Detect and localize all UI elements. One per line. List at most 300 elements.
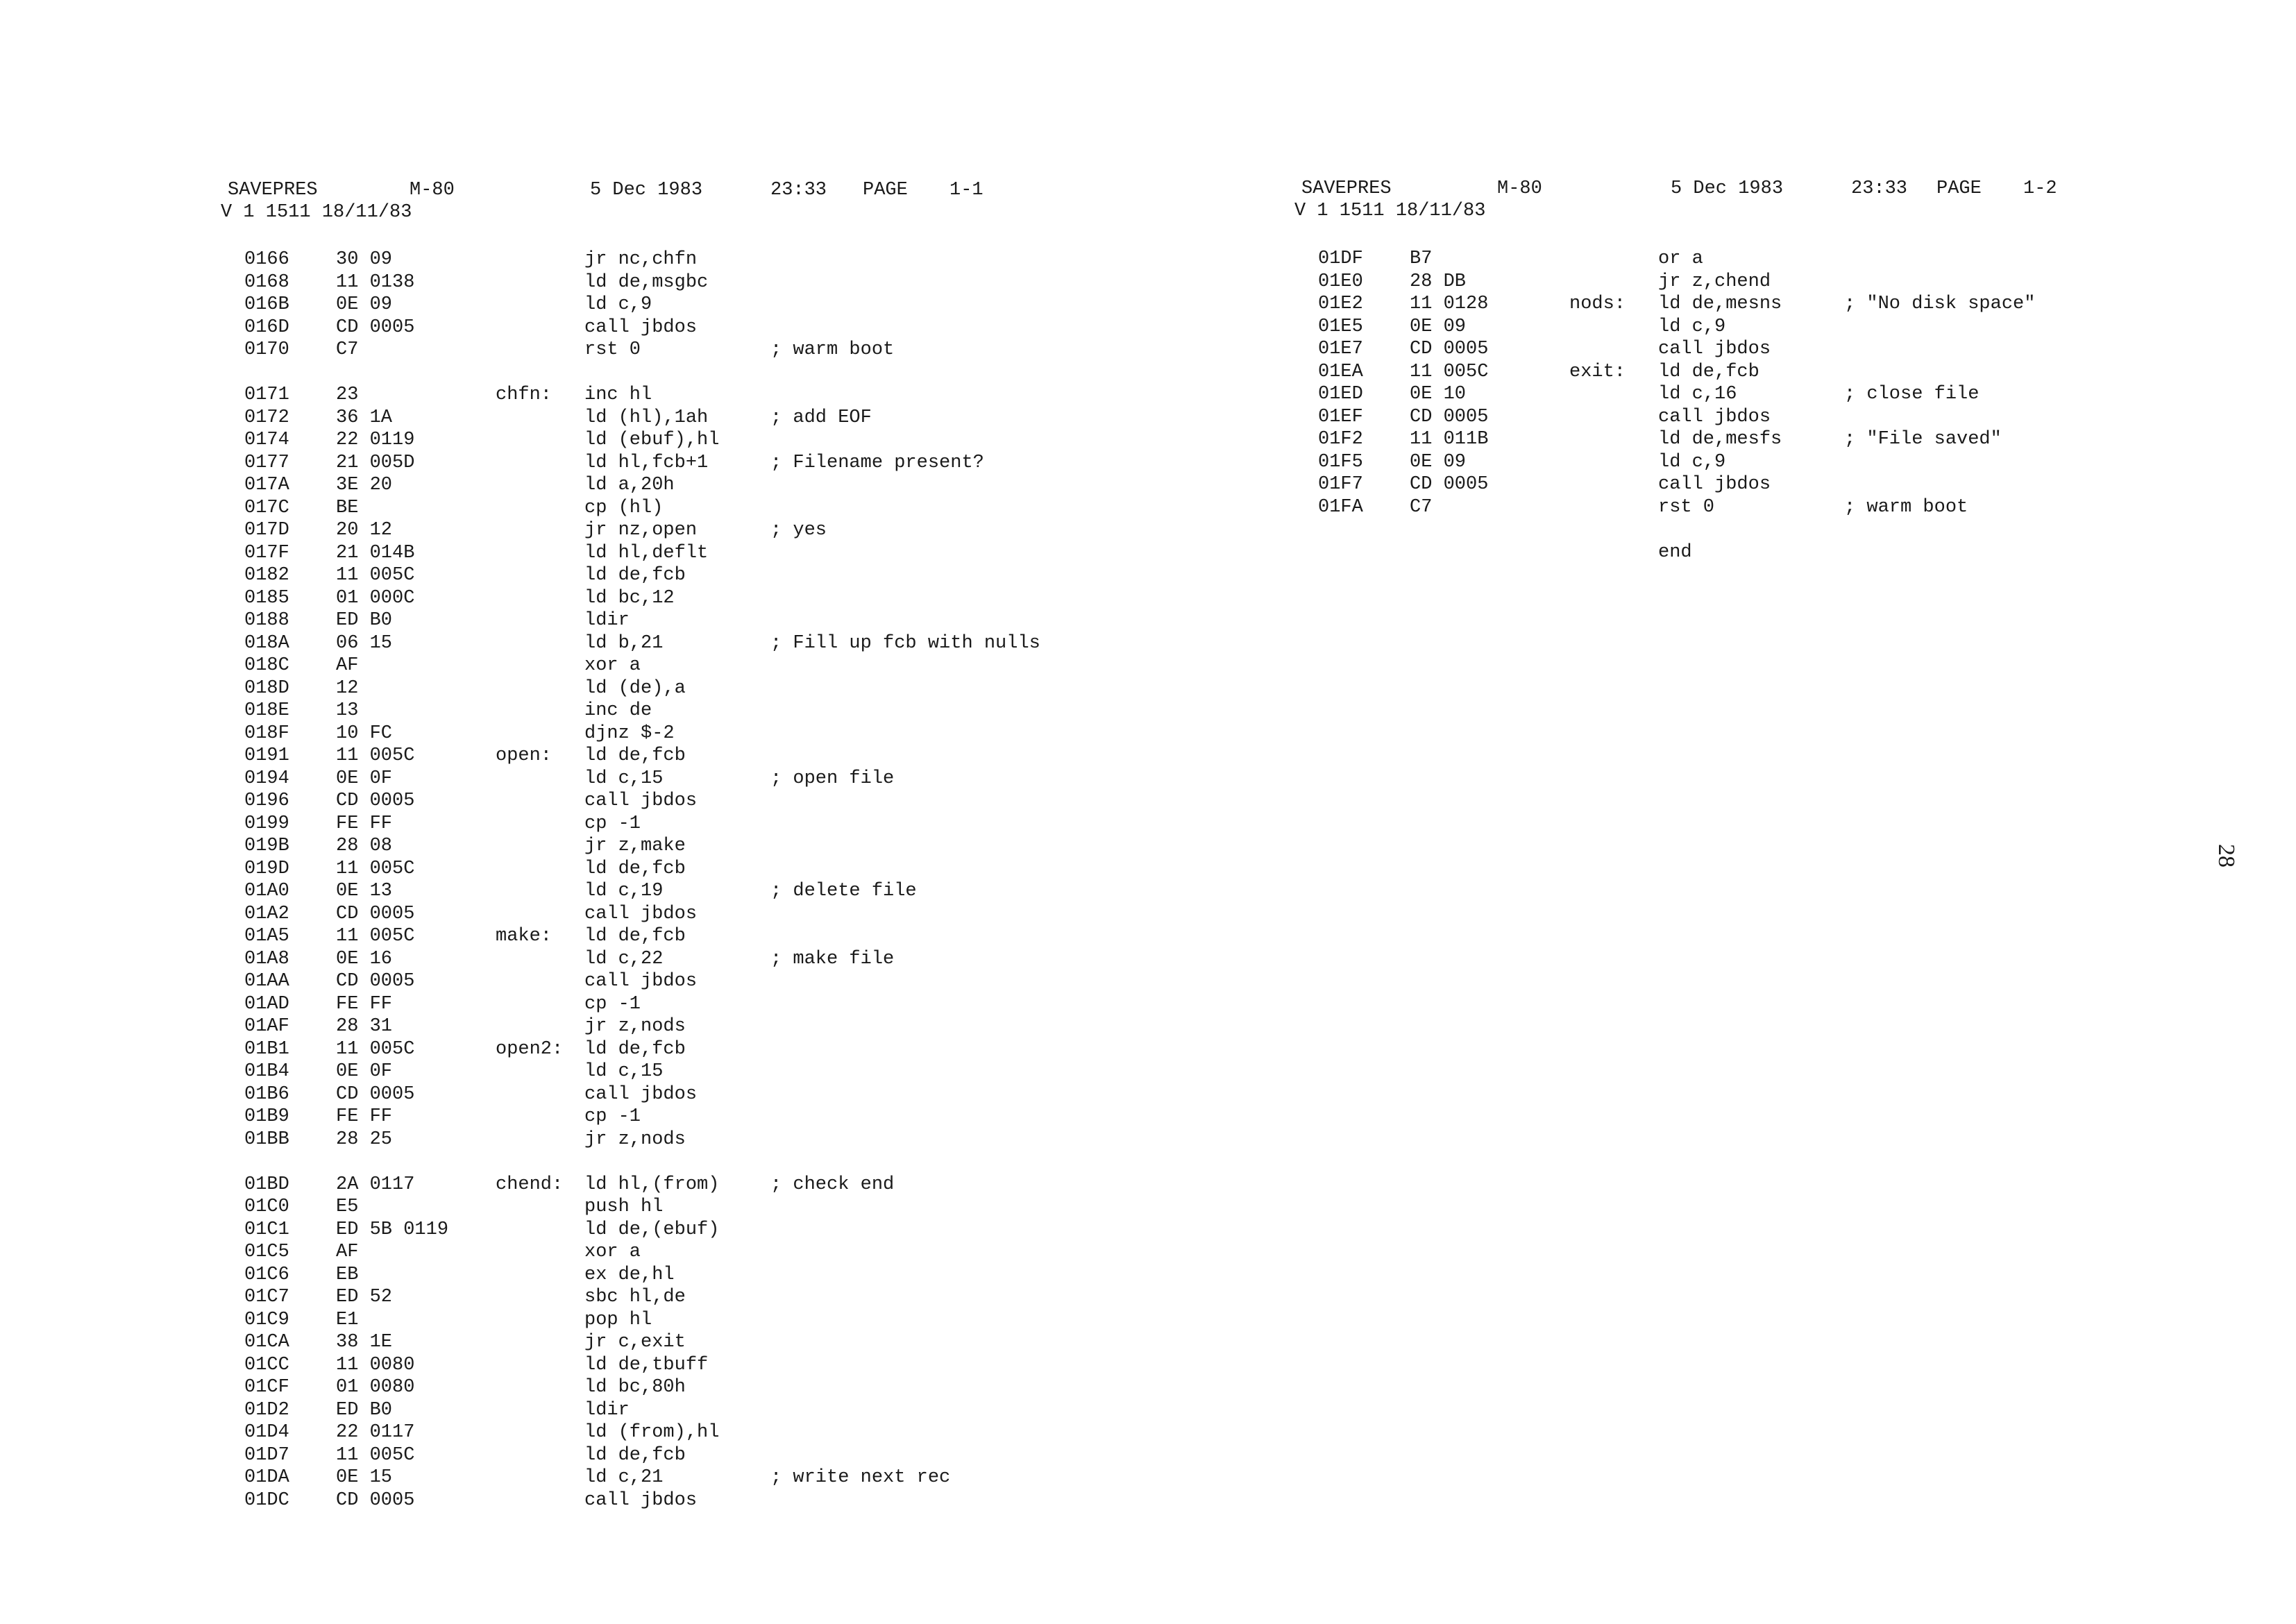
listing-date: 5 Dec 1983 (1671, 178, 1784, 199)
object-code: 21 005D (336, 452, 415, 473)
listing-line (1318, 383, 2186, 406)
page-header-right (1294, 178, 2134, 226)
object-code: AF (336, 655, 359, 676)
page-label: PAGE (1936, 178, 1982, 199)
listing-line (244, 970, 1112, 993)
object-code: AF (336, 1242, 359, 1262)
listing-line (244, 1106, 1112, 1128)
object-code: 0E 09 (336, 294, 393, 315)
object-code: ED 52 (336, 1287, 393, 1308)
listing-line (244, 1399, 1112, 1422)
address: 01ED (1318, 384, 1363, 405)
object-code: 23 (336, 384, 359, 405)
address: 01C5 (244, 1242, 289, 1262)
comment: ; warm boot (770, 339, 895, 360)
object-code: 2A 0117 (336, 1174, 415, 1195)
instruction: push hl (584, 1196, 664, 1217)
instruction: xor a (584, 1242, 641, 1262)
object-code: 0E 09 (1410, 451, 1467, 473)
instruction: ld bc,12 (584, 587, 675, 609)
object-code: FE FF (336, 813, 393, 834)
object-code: 22 0117 (336, 1422, 415, 1443)
listing-line (244, 925, 1112, 948)
listing-line (1318, 293, 2186, 316)
listing-line (1318, 338, 2186, 361)
object-code: C7 (1410, 496, 1433, 518)
instruction: cp -1 (584, 1106, 641, 1127)
listing-line (244, 858, 1112, 881)
listing-line (244, 1489, 1112, 1512)
object-code: 11 0138 (336, 271, 415, 293)
address: 01B1 (244, 1038, 289, 1060)
address: 01AA (244, 971, 289, 992)
instruction: sbc hl,de (584, 1287, 686, 1308)
version-line: V 1 1511 18/11/83 (1294, 201, 1486, 221)
address: 01DA (244, 1467, 289, 1488)
instruction: ld de,fcb (584, 1444, 686, 1466)
address: 019D (244, 858, 289, 879)
listing-line (1318, 406, 2186, 429)
listing-line (244, 677, 1112, 700)
address: 01D7 (244, 1444, 289, 1466)
instruction: xor a (584, 655, 641, 676)
object-code: 01 000C (336, 587, 415, 609)
listing-line (1318, 361, 2186, 384)
comment: ; yes (770, 520, 827, 541)
instruction: jr nz,open (584, 520, 698, 541)
listing-line (244, 564, 1112, 587)
address: 019B (244, 836, 289, 856)
address: 0171 (244, 384, 289, 405)
object-code: 30 09 (336, 249, 393, 270)
instruction: ld de,fcb (584, 745, 686, 766)
instruction: ld hl,(from) (584, 1174, 720, 1195)
address: 01E5 (1318, 316, 1363, 337)
object-code: 11 005C (336, 926, 415, 947)
address: 01D2 (244, 1399, 289, 1421)
instruction: ld de,mesns (1658, 294, 1782, 314)
program-name: SAVEPRES (228, 180, 318, 201)
address: 01CA (244, 1332, 289, 1353)
listing-line (244, 542, 1112, 565)
block-separator (244, 1151, 1112, 1174)
instruction: ld b,21 (584, 632, 664, 654)
comment: ; "No disk space" (1844, 294, 2036, 314)
address: 01EA (1318, 361, 1363, 382)
object-code: 11 0080 (336, 1354, 415, 1376)
instruction: ldir (584, 610, 630, 631)
instruction: call jbdos (1658, 406, 1771, 428)
listing-line (244, 1421, 1112, 1444)
object-code: B7 (1410, 248, 1433, 269)
instruction: jr z,nods (584, 1016, 686, 1037)
comment: ; warm boot (1844, 496, 1968, 518)
listing-line (244, 407, 1112, 430)
instruction: ld c,19 (584, 881, 664, 902)
listing-line (244, 1060, 1112, 1083)
object-code: EB (336, 1264, 359, 1285)
listing-line (244, 632, 1112, 655)
object-code: BE (336, 497, 359, 518)
address: 01A8 (244, 948, 289, 970)
assembler-name: M-80 (1497, 178, 1542, 199)
listing-line (244, 1264, 1112, 1287)
address: 0188 (244, 610, 289, 631)
object-code: 0E 15 (336, 1467, 393, 1488)
listing-line (244, 1354, 1112, 1377)
instruction: pop hl (584, 1309, 652, 1330)
object-code: 28 31 (336, 1016, 393, 1037)
instruction: inc de (584, 700, 652, 721)
address: 01E7 (1318, 339, 1363, 360)
listing-line (244, 1196, 1112, 1219)
address: 01A0 (244, 881, 289, 902)
listing-line (244, 993, 1112, 1016)
instruction: ld c,9 (1658, 451, 1726, 473)
address: 0177 (244, 452, 289, 473)
address: 017A (244, 475, 289, 496)
address: 01AF (244, 1016, 289, 1037)
comment: ; delete file (770, 881, 917, 902)
instruction: ld de,msgbc (584, 271, 709, 293)
listing-line (244, 722, 1112, 745)
listing-line (244, 384, 1112, 407)
program-name: SAVEPRES (1301, 178, 1392, 199)
version-line: V 1 1511 18/11/83 (221, 202, 412, 223)
instruction: cp -1 (584, 813, 641, 834)
assembly-listing-right (1318, 248, 2186, 564)
address: 0170 (244, 339, 289, 360)
listing-line (244, 474, 1112, 497)
listing-line (244, 609, 1112, 632)
address: 01B4 (244, 1061, 289, 1082)
page-id: 1-1 (949, 180, 984, 201)
listing-line (244, 429, 1112, 452)
listing-line (1318, 473, 2186, 496)
address: 01C6 (244, 1264, 289, 1285)
listing-line (244, 1015, 1112, 1038)
listing-line (244, 339, 1112, 362)
object-code: 10 FC (336, 722, 393, 744)
block-separator (244, 362, 1112, 384)
object-code: CD 0005 (336, 316, 415, 338)
listing-line (244, 1241, 1112, 1264)
comment: ; open file (770, 768, 895, 789)
address: 0172 (244, 407, 289, 428)
listing-line (244, 948, 1112, 971)
instruction: end (1658, 541, 1692, 563)
object-code: 12 (336, 677, 359, 699)
object-code: CD 0005 (336, 971, 415, 992)
instruction: ld de,fcb (584, 926, 686, 947)
object-code: 28 DB (1410, 271, 1467, 292)
listing-line (244, 1466, 1112, 1489)
address: 01A5 (244, 926, 289, 947)
object-code: 11 005C (336, 858, 415, 879)
address: 0196 (244, 790, 289, 811)
listing-line (244, 271, 1112, 294)
listing-line (244, 1286, 1112, 1309)
instruction: ld (ebuf),hl (584, 430, 720, 450)
address: 0166 (244, 249, 289, 270)
address: 01DF (1318, 248, 1363, 269)
address: 018F (244, 722, 289, 744)
listing-line (244, 745, 1112, 768)
assembler-name: M-80 (410, 180, 455, 201)
object-code: 38 1E (336, 1332, 393, 1353)
object-code: 21 014B (336, 542, 415, 564)
address: 01E0 (1318, 271, 1363, 292)
instruction: cp -1 (584, 993, 641, 1015)
address: 0191 (244, 745, 289, 766)
instruction: ld de,tbuff (584, 1354, 709, 1376)
object-code: ED B0 (336, 1399, 393, 1421)
page-header-left (221, 179, 1061, 228)
symbol-label: exit: (1569, 361, 1626, 382)
address: 018C (244, 655, 289, 676)
listing-line (244, 835, 1112, 858)
instruction: rst 0 (1658, 496, 1715, 518)
symbol-label: chfn: (496, 384, 552, 405)
instruction: djnz $-2 (584, 722, 675, 744)
symbol-label: open: (496, 745, 552, 766)
instruction: ld c,15 (584, 1061, 664, 1082)
address: 018E (244, 700, 289, 721)
address: 016D (244, 316, 289, 338)
listing-line (1318, 271, 2186, 294)
instruction: ld de,fcb (584, 565, 686, 586)
address: 018A (244, 632, 289, 654)
instruction: call jbdos (584, 1083, 698, 1105)
object-code: 22 0119 (336, 430, 415, 450)
listing-line (244, 587, 1112, 610)
object-code: 11 011B (1410, 429, 1489, 450)
instruction: ld c,22 (584, 948, 664, 970)
instruction: ld de,(ebuf) (584, 1219, 720, 1240)
symbol-label: open2: (496, 1038, 564, 1060)
listing-line (244, 700, 1112, 722)
symbol-label: make: (496, 926, 552, 947)
instruction: ld (from),hl (584, 1422, 720, 1443)
listing-line (244, 519, 1112, 542)
address: 0174 (244, 430, 289, 450)
address: 01F7 (1318, 474, 1363, 495)
block-separator (1318, 518, 2186, 541)
listing-line (1318, 541, 2186, 564)
address: 01CC (244, 1354, 289, 1376)
comment: ; check end (770, 1174, 895, 1195)
object-code: CD 0005 (336, 790, 415, 811)
instruction: inc hl (584, 384, 652, 405)
listing-line (244, 1038, 1112, 1061)
listing-line (244, 813, 1112, 836)
comment: ; make file (770, 948, 895, 970)
address: 0185 (244, 587, 289, 609)
listing-line (244, 248, 1112, 271)
address: 01D4 (244, 1422, 289, 1443)
address: 01C7 (244, 1287, 289, 1308)
address: 01B6 (244, 1083, 289, 1105)
listing-line (1318, 496, 2186, 519)
object-code: 01 0080 (336, 1377, 415, 1398)
address: 01C1 (244, 1219, 289, 1240)
object-code: 0E 09 (1410, 316, 1467, 337)
instruction: ld de,fcb (584, 858, 686, 879)
address: 0182 (244, 565, 289, 586)
listing-line (244, 316, 1112, 339)
object-code: E5 (336, 1196, 359, 1217)
address: 018D (244, 677, 289, 699)
symbol-label: chend: (496, 1174, 564, 1195)
address: 01DC (244, 1489, 289, 1511)
object-code: CD 0005 (1410, 474, 1489, 495)
instruction: jr c,exit (584, 1332, 686, 1353)
instruction: ld c,9 (1658, 316, 1726, 337)
object-code: 11 005C (1410, 361, 1489, 382)
address: 01F2 (1318, 429, 1363, 450)
object-code: 3E 20 (336, 475, 393, 496)
instruction: call jbdos (1658, 339, 1771, 360)
address: 01BD (244, 1174, 289, 1195)
instruction: jr nc,chfn (584, 249, 698, 270)
instruction: ld de,fcb (1658, 361, 1759, 382)
object-code: CD 0005 (336, 1489, 415, 1511)
listing-line (244, 1083, 1112, 1106)
instruction: jr z,make (584, 836, 686, 856)
instruction: ld bc,80h (584, 1377, 686, 1398)
instruction: ld de,fcb (584, 1038, 686, 1060)
object-code: C7 (336, 339, 359, 360)
listing-line (244, 1444, 1112, 1467)
address: 01CF (244, 1377, 289, 1398)
listing-line (244, 1128, 1112, 1151)
object-code: 20 12 (336, 520, 393, 541)
object-code: CD 0005 (336, 903, 415, 924)
object-code: 11 005C (336, 565, 415, 586)
object-code: E1 (336, 1309, 359, 1330)
instruction: ld hl,deflt (584, 542, 709, 564)
instruction: jr z,nods (584, 1128, 686, 1150)
object-code: FE FF (336, 1106, 393, 1127)
instruction: ld (de),a (584, 677, 686, 699)
address: 017D (244, 520, 289, 541)
object-code: 0E 13 (336, 881, 393, 902)
address: 01EF (1318, 406, 1363, 428)
listing-line (244, 294, 1112, 316)
object-code: CD 0005 (336, 1083, 415, 1105)
object-code: 11 005C (336, 745, 415, 766)
object-code: 36 1A (336, 407, 393, 428)
instruction: call jbdos (584, 1489, 698, 1511)
object-code: CD 0005 (1410, 406, 1489, 428)
listing-line (244, 880, 1112, 903)
instruction: or a (1658, 248, 1703, 269)
object-code: 0E 10 (1410, 384, 1467, 405)
listing-line (244, 1219, 1112, 1242)
comment: ; Fill up fcb with nulls (770, 632, 1040, 654)
instruction: ld c,15 (584, 768, 664, 789)
listing-date: 5 Dec 1983 (590, 180, 703, 201)
instruction: call jbdos (584, 790, 698, 811)
object-code: FE FF (336, 993, 393, 1015)
address: 01E2 (1318, 294, 1363, 314)
comment: ; "File saved" (1844, 429, 2002, 450)
page-label: PAGE (863, 180, 908, 201)
listing-line (244, 1376, 1112, 1399)
listing-line (244, 768, 1112, 790)
instruction: ld (hl),1ah (584, 407, 709, 428)
listing-line (1318, 428, 2186, 451)
address: 0194 (244, 768, 289, 789)
comment: ; close file (1844, 384, 1980, 405)
listing-line (1318, 316, 2186, 339)
instruction: ld de,mesfs (1658, 429, 1782, 450)
instruction: ld c,9 (584, 294, 652, 315)
listing-line (244, 1174, 1112, 1196)
instruction: call jbdos (584, 316, 698, 338)
object-code: ED 5B 0119 (336, 1219, 449, 1240)
instruction: cp (hl) (584, 497, 664, 518)
assembly-listing-left (244, 248, 1112, 1512)
object-code: 06 15 (336, 632, 393, 654)
instruction: call jbdos (1658, 474, 1771, 495)
listing-line (1318, 248, 2186, 271)
object-code: 0E 0F (336, 768, 393, 789)
instruction: ldir (584, 1399, 630, 1421)
address: 017C (244, 497, 289, 518)
listing-line (244, 452, 1112, 475)
address: 01B9 (244, 1106, 289, 1127)
object-code: CD 0005 (1410, 339, 1489, 360)
object-code: 11 005C (336, 1444, 415, 1466)
listing-line (244, 654, 1112, 677)
instruction: ld c,21 (584, 1467, 664, 1488)
object-code: ED B0 (336, 610, 393, 631)
listing-page-right (1148, 0, 2296, 1624)
address: 0168 (244, 271, 289, 293)
address: 0199 (244, 813, 289, 834)
instruction: ld c,16 (1658, 384, 1737, 405)
listing-line (244, 903, 1112, 926)
address: 01F5 (1318, 451, 1363, 473)
instruction: call jbdos (584, 971, 698, 992)
instruction: ld hl,fcb+1 (584, 452, 709, 473)
object-code: 28 25 (336, 1128, 393, 1150)
address: 01C0 (244, 1196, 289, 1217)
instruction: jr z,chend (1658, 271, 1771, 292)
object-code: 13 (336, 700, 359, 721)
address: 017F (244, 542, 289, 564)
address: 01C9 (244, 1309, 289, 1330)
object-code: 11 0128 (1410, 294, 1489, 314)
object-code: 0E 0F (336, 1061, 393, 1082)
comment: ; Filename present? (770, 452, 984, 473)
instruction: ld a,20h (584, 475, 675, 496)
listing-time: 23:33 (770, 180, 827, 201)
listing-time: 23:33 (1851, 178, 1908, 199)
instruction: ex de,hl (584, 1264, 675, 1285)
address: 01BB (244, 1128, 289, 1150)
instruction: rst 0 (584, 339, 641, 360)
address: 01A2 (244, 903, 289, 924)
address: 016B (244, 294, 289, 315)
listing-line (1318, 451, 2186, 474)
listing-line (244, 790, 1112, 813)
listing-line (244, 497, 1112, 520)
listing-line (244, 1309, 1112, 1332)
address: 01FA (1318, 496, 1363, 518)
page-number: 28 (2213, 844, 2239, 868)
